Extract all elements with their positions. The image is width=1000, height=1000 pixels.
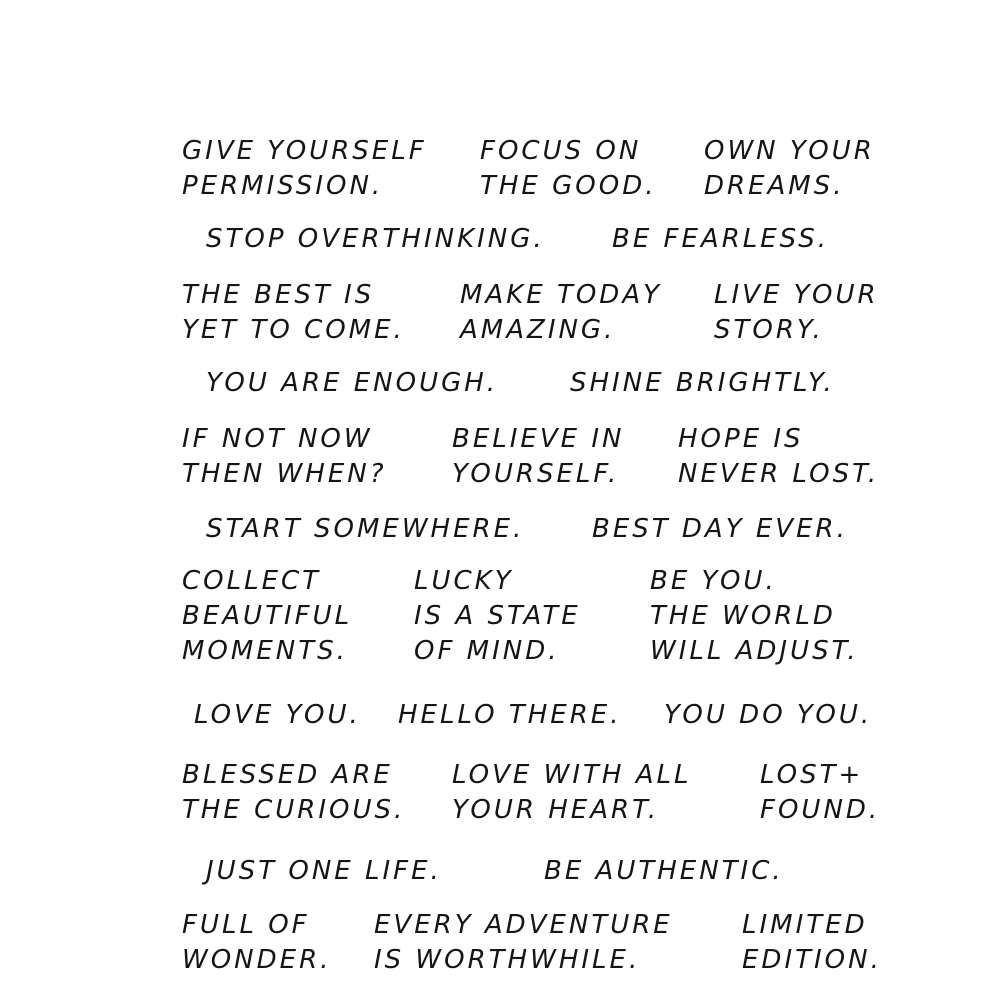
quote-line: LUCKY — [414, 566, 514, 596]
quote-love-you — [194, 698, 361, 733]
quote-hello-there — [398, 698, 622, 733]
quote-start-somewhere — [206, 512, 524, 547]
quote-be-authentic — [544, 854, 784, 889]
quote-line: STORY. — [714, 315, 824, 345]
quote-line: DREAMS. — [704, 171, 845, 201]
quote-shine-brightly — [570, 366, 835, 401]
quote-line: HOPE IS — [678, 424, 804, 454]
quote-line: THE GOOD. — [480, 171, 657, 201]
quote-line: COLLECT — [182, 566, 322, 596]
quote-line: MAKE TODAY — [460, 280, 662, 310]
quote-line: THEN WHEN? — [182, 459, 387, 489]
quote-give-yourself-permission — [182, 134, 427, 204]
quote-love-with-all-your-heart — [452, 758, 691, 828]
quote-line: YOU ARE ENOUGH. — [206, 368, 499, 398]
quote-you-do-you — [664, 698, 872, 733]
quote-hope-is-never-lost — [678, 422, 879, 492]
quote-the-best-is-yet-to-come — [182, 278, 405, 348]
quote-line: JUST ONE LIFE. — [206, 856, 442, 886]
quote-line: YET TO COME. — [182, 315, 405, 345]
quote-line: LOVE YOU. — [194, 700, 361, 730]
quote-line: LIVE YOUR — [714, 280, 879, 310]
quote-own-your-dreams — [704, 134, 875, 204]
quote-line: GIVE YOURSELF — [182, 136, 427, 166]
quote-line: EVERY ADVENTURE — [374, 910, 673, 940]
quote-line: PERMISSION. — [182, 171, 384, 201]
quote-line: SHINE BRIGHTLY. — [570, 368, 835, 398]
quote-line: IF NOT NOW — [182, 424, 373, 454]
quote-be-you-the-world-will-adjust — [650, 564, 859, 669]
quote-you-are-enough — [206, 366, 498, 401]
quote-line: WILL ADJUST. — [650, 636, 859, 666]
quote-line: WONDER. — [182, 945, 332, 975]
quote-line: IS WORTHWHILE. — [374, 945, 641, 975]
quote-line: MOMENTS. — [182, 636, 348, 666]
quote-line: OWN YOUR — [704, 136, 875, 166]
quote-limited-edition — [742, 908, 882, 978]
quote-line: FULL OF — [182, 910, 310, 940]
quote-line: YOU DO YOU. — [664, 700, 873, 730]
quote-just-one-life — [206, 854, 442, 889]
quote-stop-overthinking — [206, 222, 545, 257]
quote-line: FOUND. — [760, 795, 881, 825]
quote-live-your-story — [714, 278, 879, 348]
quote-line: THE CURIOUS. — [182, 795, 406, 825]
quote-line: THE BEST IS — [182, 280, 375, 310]
quote-make-today-amazing — [460, 278, 662, 348]
quote-line: NEVER LOST. — [678, 459, 880, 489]
quote-full-of-wonder — [182, 908, 331, 978]
quote-line: START SOMEWHERE. — [206, 514, 525, 544]
quote-line: BE AUTHENTIC. — [544, 856, 784, 886]
quote-line: LOVE WITH ALL — [452, 760, 692, 790]
quote-line: BE FEARLESS. — [612, 224, 830, 254]
quote-line: OF MIND. — [414, 636, 560, 666]
quote-be-fearless — [612, 222, 829, 257]
quote-line: FOCUS ON — [480, 136, 642, 166]
quote-lost-found — [760, 758, 880, 828]
quote-best-day-ever — [592, 512, 848, 547]
quote-line: HELLO THERE. — [398, 700, 622, 730]
quote-line: LIMITED — [742, 910, 868, 940]
quote-lucky-is-a-state-of-mind — [414, 564, 581, 669]
quote-line: BEST DAY EVER. — [592, 514, 848, 544]
quote-line: AMAZING. — [460, 315, 616, 345]
quote-line: BE YOU. — [650, 566, 777, 596]
quote-every-adventure-is-worthwhile — [374, 908, 673, 978]
quote-line: IS A STATE — [414, 601, 581, 631]
quote-line: EDITION. — [742, 945, 882, 975]
quote-line: YOURSELF. — [452, 459, 620, 489]
quote-line: LOST+ — [760, 760, 864, 790]
quote-if-not-now-then-when — [182, 422, 387, 492]
quote-line: THE WORLD — [650, 601, 836, 631]
quote-line: STOP OVERTHINKING. — [206, 224, 545, 254]
quote-line: BELIEVE IN — [452, 424, 625, 454]
quote-believe-in-yourself — [452, 422, 624, 492]
quote-blessed-are-the-curious — [182, 758, 405, 828]
quote-line: BEAUTIFUL — [182, 601, 353, 631]
quote-collect-beautiful-moments — [182, 564, 352, 669]
quote-line: YOUR HEART. — [452, 795, 660, 825]
quote-focus-on-the-good — [480, 134, 657, 204]
quote-line: BLESSED ARE — [182, 760, 393, 790]
